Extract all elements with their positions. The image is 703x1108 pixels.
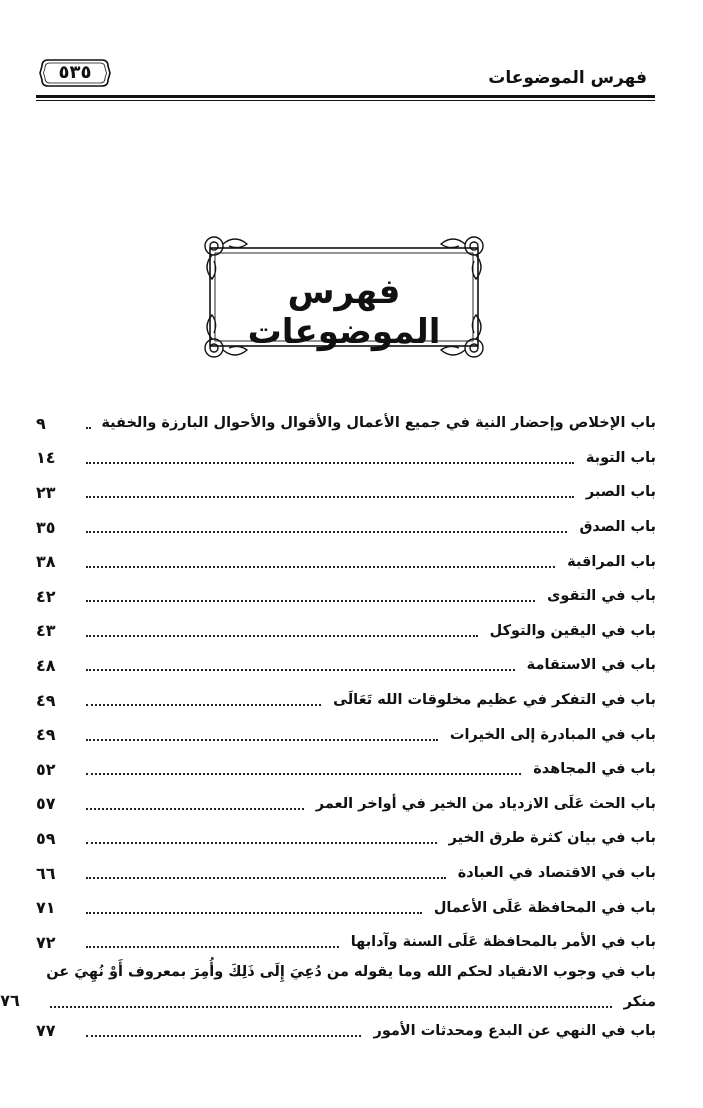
toc-entry-label: باب الإخلاص وإحضار النية في جميع الأعمال والأقوال والأحوال البارزة والخفية bbox=[93, 415, 656, 431]
toc-row bbox=[36, 717, 656, 752]
toc-entry-page: ٣٥ bbox=[36, 517, 56, 537]
toc-row bbox=[36, 614, 656, 649]
dot-leader bbox=[86, 877, 446, 879]
toc-entry-page: ٤٣ bbox=[36, 621, 56, 641]
toc-entry-label: باب في بيان كثرة طرق الخير bbox=[441, 830, 656, 846]
toc-entry-page: ٤٨ bbox=[36, 655, 56, 675]
toc-entry-label: باب في التفكر في عظيم مخلوقات الله تَعَالَى bbox=[325, 692, 656, 708]
toc-entry-page: ٧٦ bbox=[0, 990, 20, 1010]
toc-entry-label: باب في الاستقامة bbox=[519, 657, 656, 673]
toc-row bbox=[36, 544, 656, 579]
dot-leader bbox=[86, 669, 515, 671]
toc-row bbox=[36, 683, 656, 718]
header-rule-thin bbox=[36, 100, 655, 101]
dot-leader bbox=[86, 427, 89, 429]
main-title: فهرس الموضوعات bbox=[247, 272, 441, 352]
toc-entry-page: ٤٩ bbox=[36, 725, 56, 745]
toc-row bbox=[36, 821, 656, 856]
dot-leader bbox=[86, 912, 422, 914]
dot-leader bbox=[86, 1035, 361, 1037]
dot-leader bbox=[86, 808, 304, 810]
toc-row bbox=[36, 441, 656, 476]
dot-leader bbox=[86, 739, 438, 741]
toc-entry-label: باب في التقوى bbox=[539, 588, 656, 604]
toc-entry-label: باب في الأمر بالمحافظة عَلَى السنة وآدابها bbox=[343, 934, 656, 950]
toc-entry-label: باب الحث عَلَى الازدياد من الخير في أواخر العمر bbox=[308, 796, 656, 812]
page-number: ٥٣٥ bbox=[58, 62, 92, 83]
toc-row bbox=[36, 648, 656, 683]
toc-entry-label-line1: باب في وجوب الانقياد لحكم الله وما يقوله من دُعِيَ إِلَى ذَلِكَ وأُمِرَ بمعروف أَوْ نُهِيَ عن bbox=[46, 963, 656, 980]
toc-entry-page: ٥٢ bbox=[36, 759, 56, 779]
page-number-frame bbox=[38, 58, 112, 88]
toc-entry-page: ٩ bbox=[36, 413, 46, 433]
toc-row bbox=[36, 890, 656, 925]
toc-row-multiline bbox=[0, 960, 656, 1014]
toc-list bbox=[0, 406, 656, 1048]
toc-entry-page: ٤٢ bbox=[36, 586, 56, 606]
toc-entry-line2-wrap bbox=[46, 994, 656, 1014]
toc-entry-page: ٧١ bbox=[36, 898, 56, 918]
header-title: فهرس الموضوعات bbox=[488, 68, 647, 88]
toc-entry-page: ٥٧ bbox=[36, 794, 56, 814]
toc-entry-page: ٧٧ bbox=[36, 1021, 56, 1041]
toc-entry-page: ٧٢ bbox=[36, 932, 56, 952]
toc-entry-label: باب في المجاهدة bbox=[525, 761, 656, 777]
toc-entry-page: ٢٣ bbox=[36, 482, 56, 502]
dot-leader bbox=[86, 842, 437, 844]
toc-entry-label: باب الصبر bbox=[578, 484, 656, 500]
toc-row bbox=[36, 925, 656, 960]
title-cartouche bbox=[198, 232, 490, 362]
toc-row bbox=[36, 787, 656, 822]
dot-leader bbox=[50, 1006, 611, 1008]
toc-entry-label: باب المراقبة bbox=[559, 554, 656, 570]
dot-leader bbox=[86, 635, 478, 637]
toc-entry-page: ٥٩ bbox=[36, 828, 56, 848]
toc-row bbox=[36, 856, 656, 891]
dot-leader bbox=[86, 462, 574, 464]
toc-entry-page: ٣٨ bbox=[36, 552, 56, 572]
toc-entry-label-line2: منكر bbox=[616, 994, 656, 1010]
dot-leader bbox=[86, 531, 567, 533]
header-rule-thick bbox=[36, 95, 655, 98]
toc-row bbox=[36, 1014, 656, 1049]
toc-entry-label: باب في المبادرة إلى الخيرات bbox=[442, 727, 656, 743]
dot-leader bbox=[86, 496, 574, 498]
toc-row bbox=[36, 752, 656, 787]
toc-entry-text bbox=[46, 960, 656, 1014]
dot-leader bbox=[86, 773, 521, 775]
toc-row bbox=[36, 406, 656, 441]
dot-leader bbox=[86, 600, 535, 602]
toc-row bbox=[36, 579, 656, 614]
dot-leader bbox=[86, 566, 555, 568]
toc-entry-label: باب في النهي عن البدع ومحدثات الأمور bbox=[365, 1023, 656, 1039]
toc-entry-label: باب في الاقتصاد في العبادة bbox=[450, 865, 656, 881]
toc-entry-label: باب في المحافظة عَلَى الأعمال bbox=[426, 900, 656, 916]
toc-entry-page: ١٤ bbox=[36, 448, 56, 468]
toc-row bbox=[36, 475, 656, 510]
toc-row bbox=[36, 510, 656, 545]
toc-entry-label: باب في اليقين والتوكل bbox=[482, 623, 656, 639]
dot-leader bbox=[86, 946, 339, 948]
toc-entry-page: ٤٩ bbox=[36, 690, 56, 710]
running-header bbox=[36, 58, 655, 94]
dot-leader bbox=[86, 704, 321, 706]
toc-entry-page: ٦٦ bbox=[36, 863, 56, 883]
toc-entry-label: باب الصدق bbox=[571, 519, 656, 535]
toc-entry-label: باب التوبة bbox=[578, 450, 656, 466]
